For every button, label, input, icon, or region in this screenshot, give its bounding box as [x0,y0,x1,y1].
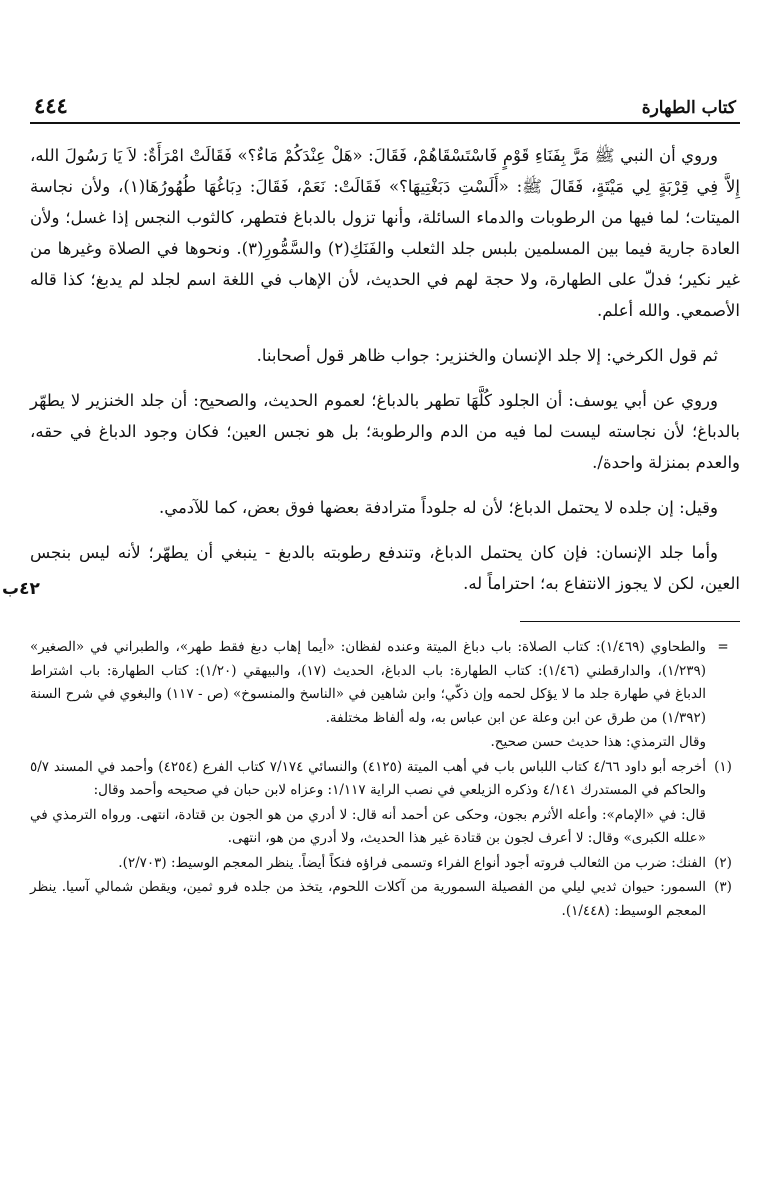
paragraph-4: وقيل: إن جلده لا يحتمل الدباغ؛ لأن له جلوداً مترادفة بعضها فوق بعض، كما للآدمي. [158,498,718,517]
footnote-item [30,756,740,803]
footnote-number [706,731,740,755]
footnote-number: (١) [714,758,732,775]
footnote-text: وقال الترمذي: هذا حديث حسن صحيح. [490,734,706,750]
footnote-item [30,636,740,730]
paragraph-3: وروي عن أبي يوسف: أن الجلود كُلَّهَا تطهر بالدباغ؛ لعموم الحديث، والصحيح: أن جلد الخنزير لا يطهّر بالدباغ؛ لأن نجاسته ليست لما فيه من الدم والرطوبة؛ بل هو نجس العين؛ فكان وجود الدباغ في حقه، والعدم بمنزلة واحدة/. [30,391,740,472]
chapter-title: كتاب الطهارة [641,98,736,118]
paragraph-2: ثم قول الكرخي: إلا جلد الإنسان والخنزير: جواب ظاهر قول أصحابنا. [256,346,718,365]
footnote-text: السمور: حيوان ثديي ليلي من الفصيلة السمورية من آكلات اللحوم، يتخذ من جلده فرو ثمين، ويقطن شمالي آسيا. ينظر المعجم الوسيط: (١/٤٤٨). [30,879,706,919]
margin-folio-note: ٤٢ب [2,579,40,599]
footnote-item [30,731,740,755]
footnote-number: = [717,639,729,655]
footnote-item [30,852,740,876]
footnote-number: (٣) [714,879,732,895]
footnote-text: والطحاوي (١/٤٦٩): كتاب الصلاة: باب دباغ الميتة وعنده لفظان: «أيما إهاب دبغ فقط طهر»، والطبراني في «الصغير» (١/٢٣٩)، والدارقطني (١/٤٦): كتاب الطهارة: باب الدباغ، الحديث (١٧)، والبيهقي (١/٢٠): كتاب الطهارة: باب اشتراط الدباغ في طهارة جلد ما لا يؤكل لحمه وإن ذكّي؛ وابن شاهين في «الناسخ والمنسوخ» (ص - ١١٧) والبغوي في شرح السنة (١/٣٩٢) من طرق عن ابن وعلة عن ابن عباس به، وله ألفاظ مختلفة. [30,639,707,726]
footnote-text: أخرجه أبو داود ٤/٦٦ كتاب اللباس باب في أهب الميتة (٤١٢٥) والنسائي ٧/١٧٤ كتاب الفرع (٤٢٥٤) وأحمد في المسند ٥/٧ والحاكم في المستدرك ٤/١٤١ وذكره الزيلعي في نصب الراية ١/١١٧: وعزاه لابن حبان في صحيحه وأحمد وقال: [30,758,707,798]
running-header [30,90,740,118]
footnote-item [30,876,740,923]
main-text [2,140,741,599]
footnote-text: قال: في «الإمام»: وأعله الأثرم بجون، وحكى عن أحمد أنه قال: لا أدري من هو الجون بن قتادة، انتهى. ورواه الترمذي في «علله الكبرى» وقال: لا أعرف لجون بن قتادة غير هذا الحديث، ولا أدري من هو، انتهى. [30,806,706,846]
footnote-text: الفنك: ضرب من الثعالب فروته أجود أنواع الفراء وتسمى فراؤه فنكاً أيضاً. ينظر المعجم الوسيط: (٢/٧٠٣). [118,854,706,871]
book-page [2,90,741,924]
footnote-number [706,804,740,851]
page-number: ٤٤٤ [34,93,68,118]
footnote-number: (٢) [714,854,732,871]
paragraph-1: وروي أن النبي ﷺ مَرَّ بِفَنَاءِ قَوْمٍ فَاسْتَسْقَاهُمْ، فَقَالَ: «هَلْ عِنْدَكُمْ مَاءٌ؟» فَقَالَتْ امْرَأَةٌ: لاَ يَا رَسُولَ الله، إِلاَّ فِي قِرْبَةٍ لِي مَيْتَةٍ، فَقَالَ ﷺ: «أَلَسْتِ دَبَغْتِيهَا؟» فَقَالَتْ: نَعَمْ، فَقَالَ: دِبَاغُهَا طُهُورُهَا(١)، ولأن نجاسة الميتات؛ لما فيها من الرطوبات والدماء السائلة، وأنها تزول بالدباغ فتطهر، كالثوب النجس إذا غسل؛ ولأن العادة جارية فيما بين المسلمين بلبس جلد الثعلب والفَنَكِ(٢) والسَّمُّورِ(٣). ونحوها في الصلاة وغيرها من غير نكير؛ فدلّ على الطهارة، ولا حجة لهم في الحديث، لأن الإهاب في اللغة اسم لجلد لم يدبغ؛ كذا قاله الأصمعي. والله أعلم. [30,146,741,320]
footnote-rule [520,621,740,622]
footnote-item [30,804,740,851]
footnotes [30,636,740,923]
header-rule [30,122,740,124]
paragraph-5: وأما جلد الإنسان: فإن كان يحتمل الدباغ، وتندفع رطوبته بالدبغ - ينبغي أن يطهّر؛ لأنه ليس بنجس العين، لكن لا يجوز الانتفاع به؛ احتراماً له. [30,543,740,593]
